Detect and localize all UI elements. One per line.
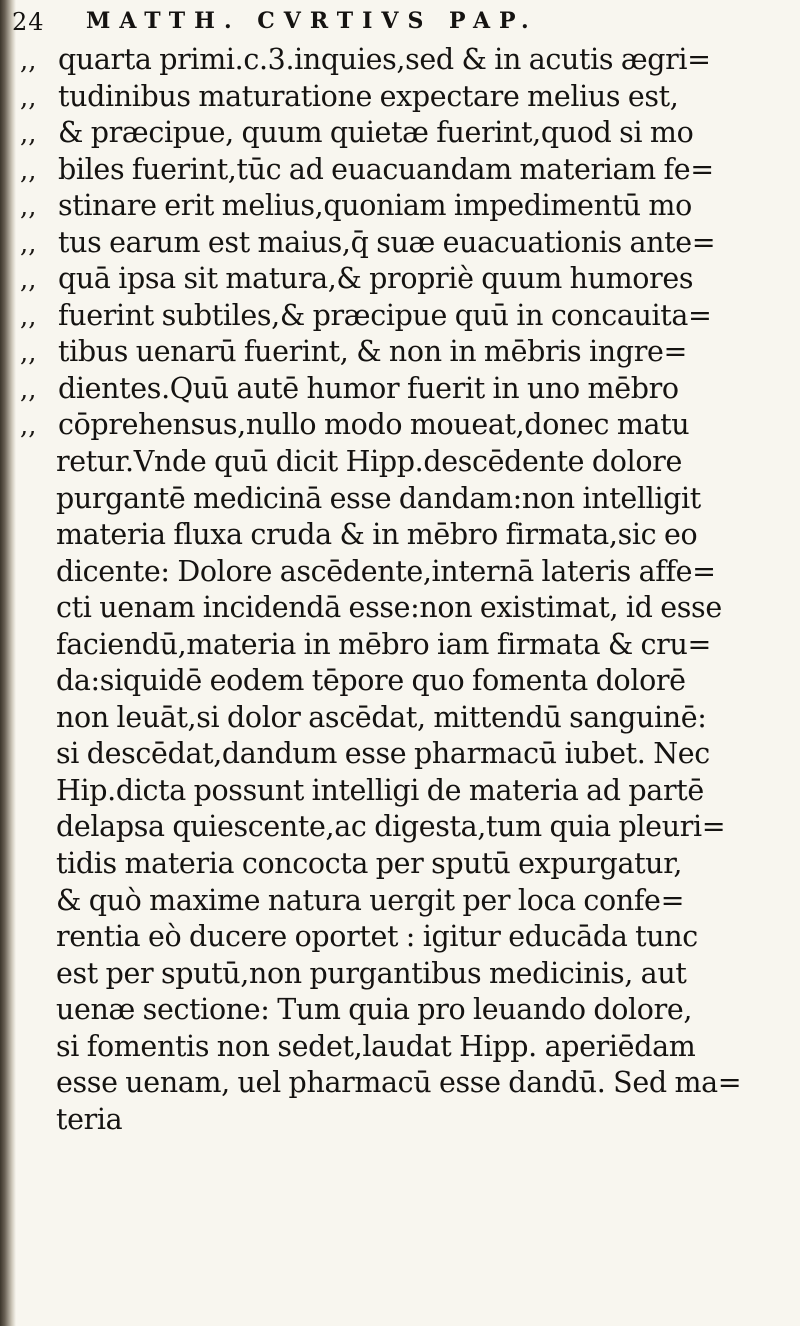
text-line [0,261,800,298]
line-text: fuerint subtiles,& præcipue quū in concauita= [58,298,712,332]
text-line [0,736,800,773]
line-text: dientes.Quū autē humor fuerit in uno mēbro [58,371,679,405]
text-line [0,846,800,883]
line-text: purgantē medicinā esse dandam:non intelligit [56,481,701,515]
text-line [0,590,800,627]
text-line [0,188,800,225]
text-line [0,663,800,700]
page-number: 24 [12,8,45,36]
marginal-quote-mark: ,, [20,411,37,442]
text-line [0,334,800,371]
line-text: tibus uenarū fuerint, & non in mēbris ingre= [58,335,688,369]
marginal-quote-mark: ,, [20,192,37,223]
line-text: & præcipue, quum quietæ fuerint,quod si mo [58,116,694,150]
text-line [0,554,800,591]
running-head: MATTH. CVRTIVS PAP. [86,8,538,34]
line-text: materia fluxa cruda & in mēbro firmata,sic eo [56,518,698,552]
text-line [0,225,800,262]
line-text: tidis materia concocta per sputū expurgatur, [56,847,683,881]
text-line [0,152,800,189]
line-text: esse uenam, uel pharmacū esse dandū. Sed ma= [56,1066,742,1100]
text-line [0,956,800,993]
text-line [0,809,800,846]
text-line [0,992,800,1029]
line-text: tudinibus maturatione expectare melius est, [58,79,679,113]
line-text: si fomentis non sedet,laudat Hipp. aperiēdam [56,1029,696,1063]
line-text: retur.Vnde quū dicit Hipp.descēdente dolore [56,445,682,479]
text-line [0,700,800,737]
catchword: teria [56,1102,123,1136]
text-line [0,919,800,956]
text-line [0,298,800,335]
line-text: faciendū,materia in mēbro iam firmata & cru= [56,627,711,661]
marginal-quote-mark: ,, [20,46,37,76]
line-text: est per sputū,non purgantibus medicinis, aut [56,956,687,990]
line-text: quarta primi.c.3.inquies,sed & in acutis ægri= [58,43,711,76]
line-text: da:siquidē eodem tēpore quo fomenta dolorē [56,664,686,698]
line-text: stinare erit melius,quoniam impedimentū mo [58,189,692,223]
text-line [0,517,800,554]
line-text: quā ipsa sit matura,& propriè quum humores [58,262,694,296]
text-line [0,42,800,79]
line-text: dicente: Dolore ascēdente,internā lateris affe= [56,554,716,588]
marginal-quote-mark: ,, [20,228,37,259]
text-line [0,79,800,116]
line-text: cti uenam incidendā esse:non existimat, id esse [56,591,722,625]
text-line [0,1065,800,1102]
text-line [0,627,800,664]
marginal-quote-mark: ,, [20,155,37,186]
marginal-quote-mark: ,, [20,82,37,113]
text-line [0,883,800,920]
catchword-line [0,1102,800,1139]
text-line [0,371,800,408]
line-text: non leuāt,si dolor ascēdat, mittendū sanguinē: [56,700,707,734]
text-line [0,444,800,481]
marginal-quote-mark: ,, [20,301,37,332]
marginal-quote-mark: ,, [20,119,37,150]
marginal-quote-mark: ,, [20,265,37,296]
line-text: si descēdat,dandum esse pharmacū iubet. Nec [56,737,710,771]
text-line [0,481,800,518]
marginal-quote-mark: ,, [20,338,37,369]
text-line [0,773,800,810]
page-header [6,2,766,36]
text-block [0,42,800,1138]
line-text: tus earum est maius,q̄ suæ euacuationis ante= [58,225,716,259]
text-line [0,407,800,444]
text-line [0,1029,800,1066]
marginal-quote-mark: ,, [20,374,37,405]
line-text: rentia eò ducere oportet : igitur educāda tunc [56,920,698,954]
line-text: biles fuerint,tūc ad euacuandam materiam fe= [58,152,714,186]
line-text: uenæ sectione: Tum quia pro leuando dolore, [56,993,693,1027]
line-text: Hip.dicta possunt intelligi de materia ad partē [56,773,704,807]
line-text: cōprehensus,nullo modo moueat,donec matu [58,408,690,442]
text-line [0,115,800,152]
line-text: & quò maxime natura uergit per loca confe= [56,883,685,917]
line-text: delapsa quiescente,ac digesta,tum quia pleuri= [56,810,726,844]
